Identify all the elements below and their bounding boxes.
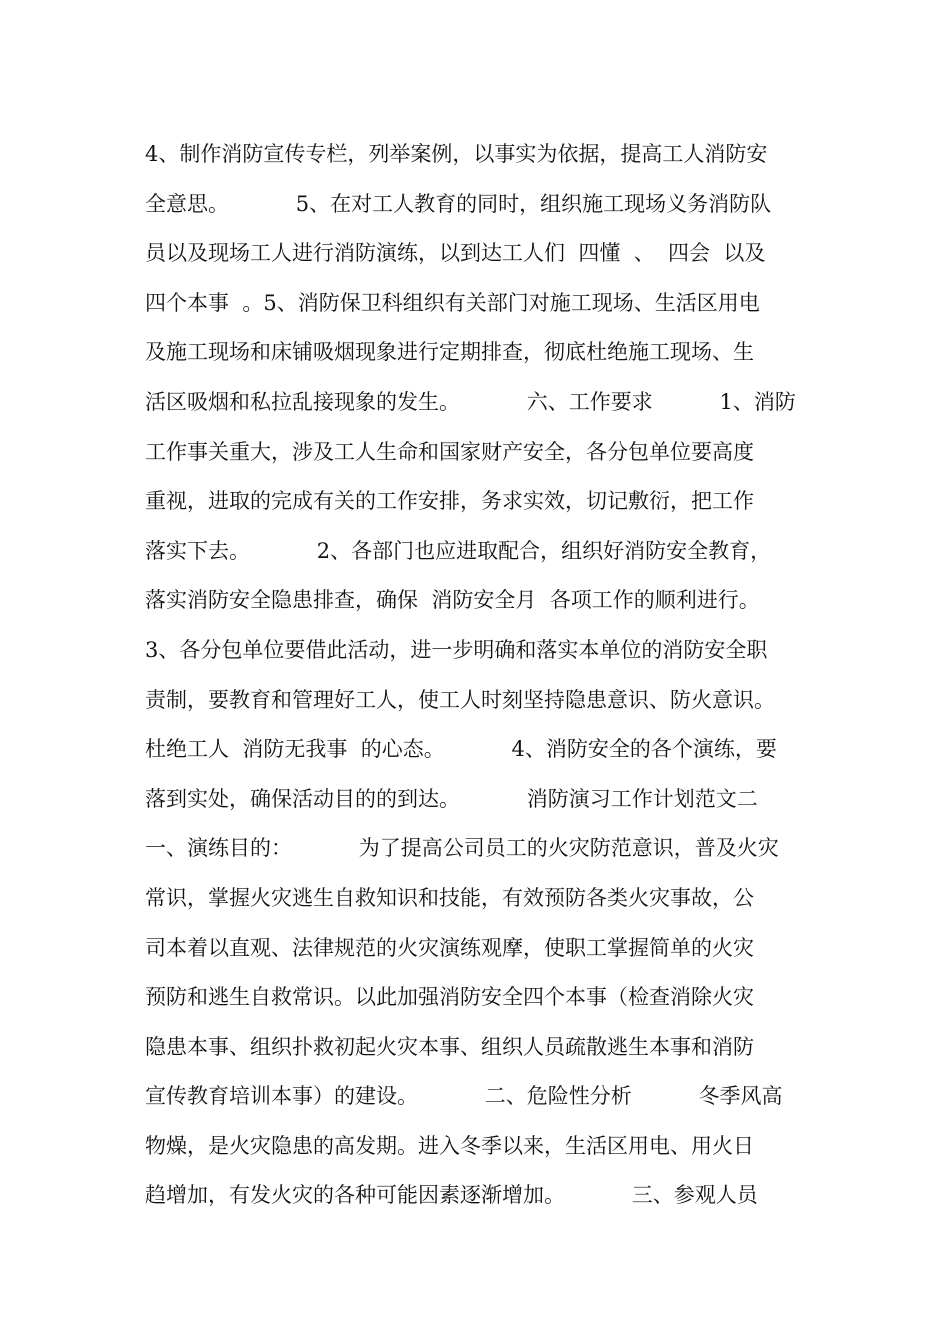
text-line: 责制，要教育和管理好工人，使工人时刻坚持隐患意识、防火意识。 — [145, 687, 775, 712]
text-line: 3、各分包单位要借此活动，进一步明确和落实本单位的消防安全职 — [145, 637, 768, 662]
text-line: 物燥，是火灾隐患的高发期。进入冬季以来，生活区用电、用火日 — [145, 1133, 754, 1158]
text-line: 重视，进取的完成有关的工作安排，务求实效，切记敷衍，把工作 — [145, 489, 754, 514]
text-line: 4、制作消防宣传专栏，列举案例，以事实为依据，提高工人消防安 — [145, 142, 768, 166]
text-line: 全意思。 5、在对工人教育的同时，组织施工现场义务消防队 — [145, 191, 772, 216]
text-line: 常识，掌握火灾逃生自救知识和技能，有效预防各类火灾事故，公 — [145, 885, 754, 910]
text-line: 趋增加，有发火灾的各种可能因素逐渐增加。 三、参观人员 — [145, 1183, 758, 1208]
text-line: 及施工现场和床铺吸烟现象进行定期排查，彻底杜绝施工现场、生 — [145, 340, 754, 365]
text-line: 隐患本事、组织扑救初起火灾本事、组织人员疏散逃生本事和消防 — [145, 1034, 754, 1059]
text-line: 预防和逃生自救常识。以此加强消防安全四个本事（检查消除火灾 — [145, 985, 754, 1010]
text-line: 落实消防安全隐患排查，确保 消防安全月 各项工作的顺利进行。 — [145, 588, 760, 613]
text-line: 落到实处，确保活动目的的到达。 消防演习工作计划范文二 — [145, 786, 758, 811]
text-line: 宣传教育培训本事）的建设。 二、危险性分析 冬季风高 — [145, 1084, 783, 1109]
text-line: 落实下去。 2、各部门也应进取配合，组织好消防安全教育， — [145, 538, 772, 563]
text-line: 四个本事 。5、消防保卫科组织有关部门对施工现场、生活区用电 — [145, 290, 760, 315]
text-line: 杜绝工人 消防无我事 的心态。 4、消防安全的各个演练，要 — [145, 737, 777, 762]
body-text — [145, 130, 825, 1221]
text-line: 一、演练目的： 为了提高公司员工的火灾防范意识，普及火灾 — [145, 836, 779, 861]
text-line: 活区吸烟和私拉乱接现象的发生。 六、工作要求 1、消防 — [145, 389, 796, 414]
text-line: 工作事关重大，涉及工人生命和国家财产安全，各分包单位要高度 — [145, 439, 754, 464]
text-line: 司本着以直观、法律规范的火灾演练观摩，使职工掌握简单的火灾 — [145, 935, 754, 960]
text-line: 员以及现场工人进行消防演练，以到达工人们 四懂 、 四会 以及 — [145, 241, 766, 266]
